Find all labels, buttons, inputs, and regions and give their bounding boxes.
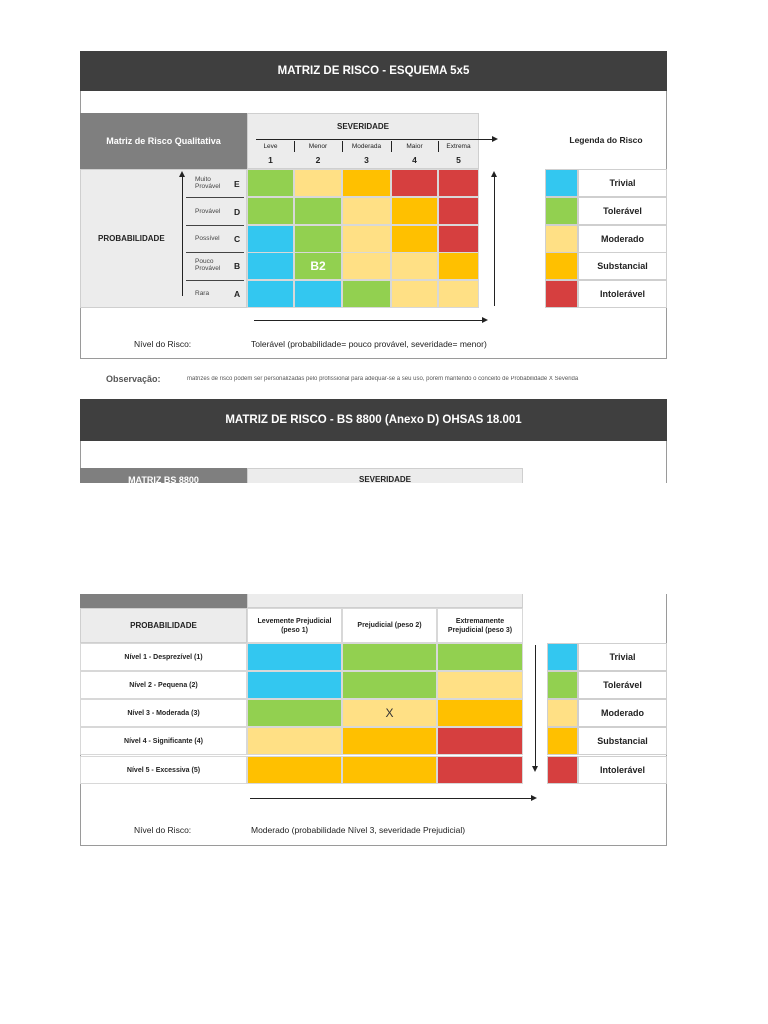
bs8800-risk-cell <box>247 756 342 784</box>
severity-top-arrow <box>256 139 493 140</box>
bs8800-severity-label: SEVERIDADE <box>358 475 411 483</box>
sev-name-4: Maior <box>406 143 423 150</box>
risk-cell <box>391 169 438 197</box>
risk-cell <box>247 225 294 253</box>
bs8800-risk-cell <box>437 756 523 784</box>
bs8800-legend-label: Intolerável <box>578 756 667 784</box>
sev-num-5: 5 <box>456 155 461 165</box>
legend-swatch <box>545 280 578 308</box>
sev-num-4: 4 <box>412 155 417 165</box>
prob-divider <box>186 252 244 253</box>
bs8800-risk-cell <box>342 727 437 755</box>
bs8800-row-label-text: Nível 3 - Moderada (3) <box>127 709 200 717</box>
risk-level-value: Tolerável (probabilidade= pouco provável, severidade= menor) <box>251 339 487 349</box>
prob-name-e: Muito Provável <box>195 176 221 190</box>
risk-cell <box>247 252 294 280</box>
sev-num-3: 3 <box>364 155 369 165</box>
legend-swatch <box>545 169 578 197</box>
legend-swatch <box>545 225 578 253</box>
bs8800-row-label <box>80 699 247 727</box>
sev-col-2-label: Prejudicial (peso 2) <box>357 622 422 629</box>
risk-cell <box>342 252 391 280</box>
bs8800-risk-cell <box>342 756 437 784</box>
probability-up-arrow <box>182 176 183 296</box>
sev-col-2 <box>342 608 437 643</box>
risk-cell <box>438 197 479 225</box>
prob-divider <box>186 197 244 198</box>
prob-name-c: Possível <box>195 235 220 242</box>
risk-cell <box>438 225 479 253</box>
risk-cell <box>294 169 342 197</box>
bs8800-risk-cell <box>437 671 523 699</box>
observation-label: Observação: <box>106 374 161 384</box>
risk-cell <box>294 197 342 225</box>
risk-cell <box>391 280 438 308</box>
sev-name-3: Moderada <box>351 143 382 150</box>
risk-cell <box>391 225 438 253</box>
prob-name-b: Pouco Provável <box>195 258 221 272</box>
prob-letter-e: E <box>234 179 240 189</box>
bs8800-legend-swatch <box>547 727 578 755</box>
legend-title: Legenda do Risco <box>569 135 643 145</box>
observation-text: matrizes de risco podem ser personalizadas pelo profissional para adequar-se a seu uso, porém mantendo o conceito de Probabilidade X Severida <box>187 376 579 382</box>
cropped-header-bottom <box>80 594 524 608</box>
risk-cell <box>391 197 438 225</box>
bs8800-risk-cell <box>247 727 342 755</box>
bs8800-legend-swatch <box>547 671 578 699</box>
sev-col-3 <box>437 608 523 643</box>
risk-cell <box>247 169 294 197</box>
legend-label: Substancial <box>578 252 667 280</box>
sev-col-3-label: Extremamente Prejudicial (peso 3) <box>447 617 513 634</box>
bs8800-risk-level-value: Moderado (probabilidade Nível 3, severidade Prejudicial) <box>251 825 466 835</box>
bs8800-severity-box-cont <box>247 594 523 608</box>
risk-cell <box>342 169 391 197</box>
bs8800-header-left-cont <box>80 594 247 608</box>
bs8800-risk-cell <box>437 643 523 671</box>
bs8800-legend-swatch <box>547 643 578 671</box>
sev-name-5: Extrema <box>446 143 471 150</box>
bs8800-risk-cell <box>247 643 342 671</box>
risk-cell <box>342 197 391 225</box>
bs8800-risk-marker: X <box>385 706 394 720</box>
bs8800-risk-cell <box>437 699 523 727</box>
legend-label: Trivial <box>578 169 667 197</box>
bs8800-row-label-text: Nível 1 - Desprezível (1) <box>124 653 203 661</box>
bs8800-prob-label: PROBABILIDADE <box>130 621 197 630</box>
legend-swatch <box>545 197 578 225</box>
bs8800-down-arrow <box>535 645 536 767</box>
risk-cell <box>438 169 479 197</box>
risk-level-label: Nível do Risco: <box>134 339 192 349</box>
bs8800-row-label <box>80 643 247 671</box>
legend-label: Moderado <box>578 225 667 253</box>
bs8800-legend-swatch <box>547 699 578 727</box>
prob-letter-d: D <box>234 207 241 217</box>
legend-label: Intolerável <box>578 280 667 308</box>
bs8800-row-label-text: Nível 5 - Excessiva (5) <box>126 766 201 774</box>
legend-label: Tolerável <box>578 197 667 225</box>
risk-cell <box>294 280 342 308</box>
bs8800-risk-cell <box>342 643 437 671</box>
risk-marker: B2 <box>310 259 326 273</box>
sev-num-1: 1 <box>268 155 273 165</box>
prob-name-a: Rara <box>195 290 210 297</box>
legend-swatch <box>545 252 578 280</box>
prob-name-d: Provável <box>195 208 221 215</box>
bs8800-header-left: MATRIZ BS 8800 <box>80 468 247 483</box>
qualitative-header: Matriz de Risco Qualitativa <box>80 113 247 169</box>
bottom-right-arrow <box>254 320 483 321</box>
bs8800-row-label <box>80 756 247 784</box>
prob-letter-c: C <box>234 234 241 244</box>
bs8800-row-label-text: Nível 2 - Pequena (2) <box>129 681 198 689</box>
bs8800-risk-cell <box>437 727 523 755</box>
bs8800-row-label-text: Nível 4 - Significante (4) <box>124 737 203 745</box>
bs8800-row-label <box>80 727 247 755</box>
prob-letter-a: A <box>234 289 241 299</box>
bs8800-risk-cell <box>342 699 437 727</box>
bs8800-right-arrow <box>250 798 532 799</box>
risk-cell <box>294 225 342 253</box>
bs8800-legend-swatch <box>547 756 578 784</box>
risk-cell <box>438 252 479 280</box>
bs8800-risk-cell <box>342 671 437 699</box>
right-up-arrow <box>494 176 495 306</box>
cropped-header-top <box>80 468 524 483</box>
bs8800-legend-label: Substancial <box>578 727 667 755</box>
bs8800-legend-label: Moderado <box>578 699 667 727</box>
sev-col-1 <box>247 608 342 643</box>
matrix-bs8800-title: MATRIZ DE RISCO - BS 8800 (Anexo D) OHSAS 18.001 <box>80 399 667 441</box>
probability-label: PROBABILIDADE <box>98 234 165 243</box>
prob-divider <box>186 225 244 226</box>
risk-cell <box>294 252 342 280</box>
bs8800-risk-cell <box>247 699 342 727</box>
bs8800-risk-cell <box>247 671 342 699</box>
bs8800-row-label <box>80 671 247 699</box>
risk-cell <box>342 225 391 253</box>
prob-letter-b: B <box>234 261 241 271</box>
risk-cell <box>438 280 479 308</box>
prob-divider <box>186 280 244 281</box>
matrix-5x5-title: MATRIZ DE RISCO - ESQUEMA 5x5 <box>80 51 667 91</box>
sev-name-2: Menor <box>308 143 328 150</box>
bs8800-legend-label: Trivial <box>578 643 667 671</box>
bs8800-risk-level-label: Nível do Risco: <box>134 825 192 835</box>
severity-label: SEVERIDADE <box>336 122 389 131</box>
risk-cell <box>247 197 294 225</box>
sev-num-2: 2 <box>315 155 321 165</box>
bs8800-legend-label: Tolerável <box>578 671 667 699</box>
sev-name-1: Leve <box>263 143 278 150</box>
sev-col-1-label: Levemente Prejudicial (peso 1) <box>257 617 332 634</box>
risk-cell <box>247 280 294 308</box>
risk-cell <box>342 280 391 308</box>
risk-cell <box>391 252 438 280</box>
